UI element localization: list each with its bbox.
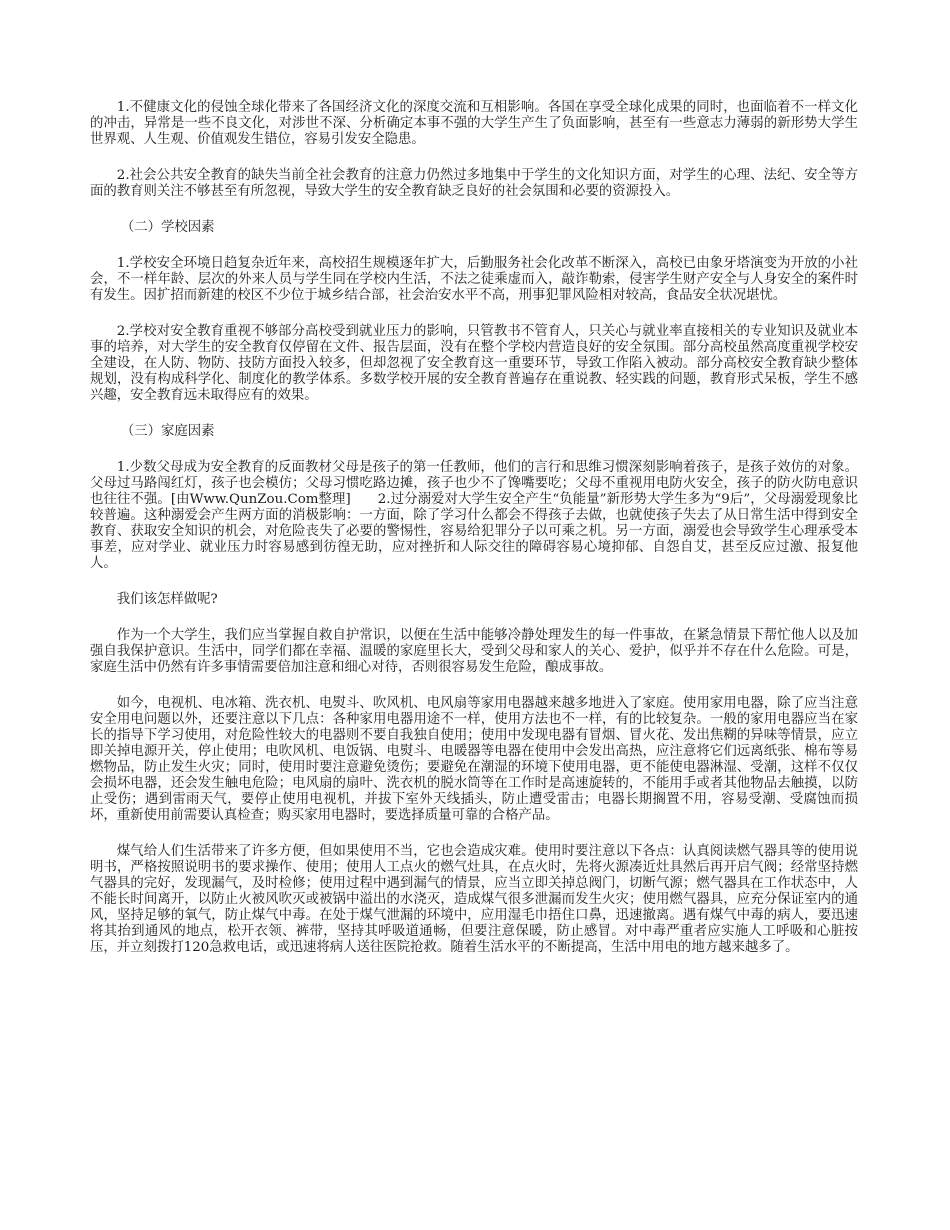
document-page bbox=[90, 100, 858, 956]
paragraph-gas-safety: 煤气给人们生活带来了许多方便，但如果使用不当，它也会造成灾难。使用时要注意以下各点：认真阅读燃气器具等的使用说明书，严格按照说明书的要求操作、使用；使用人工点火的燃气灶具，在点火时，先将火源凑近灶具然后再开启气阀；经常坚持燃气器具的完好，发现漏气，及时检修；使用过程中遇到漏气的情景，应当立即关掉总阀门，切断气源；燃气器具在工作状态中，人不能长时间离开，以防止火被风吹灭或被锅中溢出的水浇灭，造成煤气很多泄漏而发生火灾；使用燃气器具，应充分保证室内的通风，坚持足够的氧气，防止煤气中毒。在处于煤气泄漏的环境中，应用湿毛巾捂住口鼻，迅速撤离。遇有煤气中毒的病人，要迅速将其抬到通风的地点，松开衣领、裤带，坚持其呼吸道通畅，但要注意保暖，防止感冒。对中毒严重者应实施人工呼吸和心脏按压，并立刻拨打120急救电话，或迅速将病人送往医院抢救。随着生活水平的不断提高，生活中用电的地方越来越多了。 bbox=[90, 844, 858, 955]
paragraph-self-rescue: 作为一个大学生，我们应当掌握自救自护常识，以便在生活中能够冷静处理发生的每一件事故，在紧急情景下帮忙他人以及加强自我保护意识。生活中，同学们都在幸福、温暖的家庭里长大，受到父母和家人的关心、爱护，似乎并不存在什么危险。可是，家庭生活中仍然有许多事情需要倍加注意和细心对待，否则很容易发生危险，酿成事故。 bbox=[90, 628, 858, 675]
paragraph-appliances: 如今，电视机、电冰箱、洗衣机、电熨斗、吹风机、电风扇等家用电器越来越多地进入了家庭。使用家用电器，除了应当注意安全用电问题以外，还要注意以下几点：各种家用电器用途不一样，使用方法也不一样，有的比较复杂。一般的家用电器应当在家长的指导下学习使用，对危险性较大的电器则不要自我独自使用；使用中发现电器有冒烟、冒火花、发出焦糊的异味等情景，应立即关掉电源开关，停止使用；电吹风机、电饭锅、电熨斗、电暖器等电器在使用中会发出高热，应注意将它们远离纸张、棉布等易燃物品，防止发生火灾；同时，使用时要注意避免烫伤；要避免在潮湿的环境下使用电器，更不能使电器淋湿、受潮，这样不仅仅会损坏电器，还会发生触电危险；电风扇的扇叶、洗衣机的脱水筒等在工作时是高速旋转的，不能用手或者其他物品去触摸，以防止受伤；遇到雷雨天气，要停止使用电视机，并拔下室外天线插头，防止遭受雷击；电器长期搁置不用，容易受潮、受腐蚀而损坏，重新使用前需要认真检查；购买家用电器时，要选择质量可靠的合格产品。 bbox=[90, 696, 858, 823]
paragraph-school-neglect: 2.学校对安全教育重视不够部分高校受到就业压力的影响，只管教书不管育人，只关心与就业率直接相关的专业知识及就业本事的培养，对大学生的安全教育仅停留在文件、报告层面，没有在整个学校内营造良好的安全氛围。部分高校虽然高度重视学校安全建设，在人防、物防、技防方面投入较多，但却忽视了安全教育这一重要环节，导致工作陷入被动。部分高校安全教育缺少整体规划，没有构成科学化、制度化的教学体系。多数学校开展的安全教育普遍存在重说教、轻实践的问题，教育形式呆板，学生不感兴趣，安全教育远未取得应有的效果。 bbox=[90, 324, 858, 403]
paragraph-culture-erosion: 1.不健康文化的侵蚀全球化带来了各国经济文化的深度交流和互相影响。各国在享受全球化成果的同时，也面临着不一样文化的冲击，异常是一些不良文化，对涉世不深、分析确定本事不强的大学生产生了负面影响，甚至有一些意志力薄弱的新形势大学生世界观、人生观、价值观发生错位，容易引发安全隐患。 bbox=[90, 100, 858, 147]
section-heading-family: （三）家庭因素 bbox=[120, 424, 215, 439]
paragraph-school-environment: 1.学校安全环境日趋复杂近年来，高校招生规模逐年扩大，后勤服务社会化改革不断深入，高校已由象牙塔演变为开放的小社会，不一样年龄、层次的外来人员与学生同在学校内生活，不法之徒乘虚而入，敲诈勒索，侵害学生财产安全与人身安全的案件时有发生。因扩招而新建的校区不少位于城乡结合部，社会治安水平不高，刑事犯罪风险相对较高，食品安全状况堪忧。 bbox=[90, 256, 858, 303]
paragraph-social-education: 2.社会公共安全教育的缺失当前全社会教育的注意力仍然过多地集中于学生的文化知识方面，对学生的心理、法纪、安全等方面的教育则关注不够甚至有所忽视，导致大学生的安全教育缺乏良好的社会氛围和必要的资源投入。 bbox=[90, 168, 858, 199]
paragraph-question: 我们该怎样做呢? bbox=[116, 592, 218, 607]
paragraph-family-factors: 1.少数父母成为安全教育的反面教材父母是孩子的第一任教师，他们的言行和思维习惯深刻影响着孩子，是孩子效仿的对象。父母过马路闯红灯，孩子也会模仿；父母习惯吃路边摊，孩子也少不了馋嘴要吃；父母不重视用电防火安全，孩子的防火防电意识也往往不强。[由Www.QunZou.Com整理] 2.过分溺爱对大学生安全产生“负能量”新形势大学生多为“9后”，父母溺爱现象比较普遍。这种溺爱会产生两方面的消极影响：一方面，除了学习什么都会不得孩子去做，也就使孩子失去了从日常生活中得到安全教育、获取安全知识的机会，对危险丧失了必要的警惕性，容易给犯罪分子以可乘之机。另一方面，溺爱也会导致学生心理承受本事差，应对学业、就业压力时容易感到彷徨无助，应对挫折和人际交往的障碍容易心境抑郁、自怨自艾，甚至反应过激、报复他人。 bbox=[90, 460, 858, 571]
section-heading-school: （二）学校因素 bbox=[120, 220, 215, 235]
